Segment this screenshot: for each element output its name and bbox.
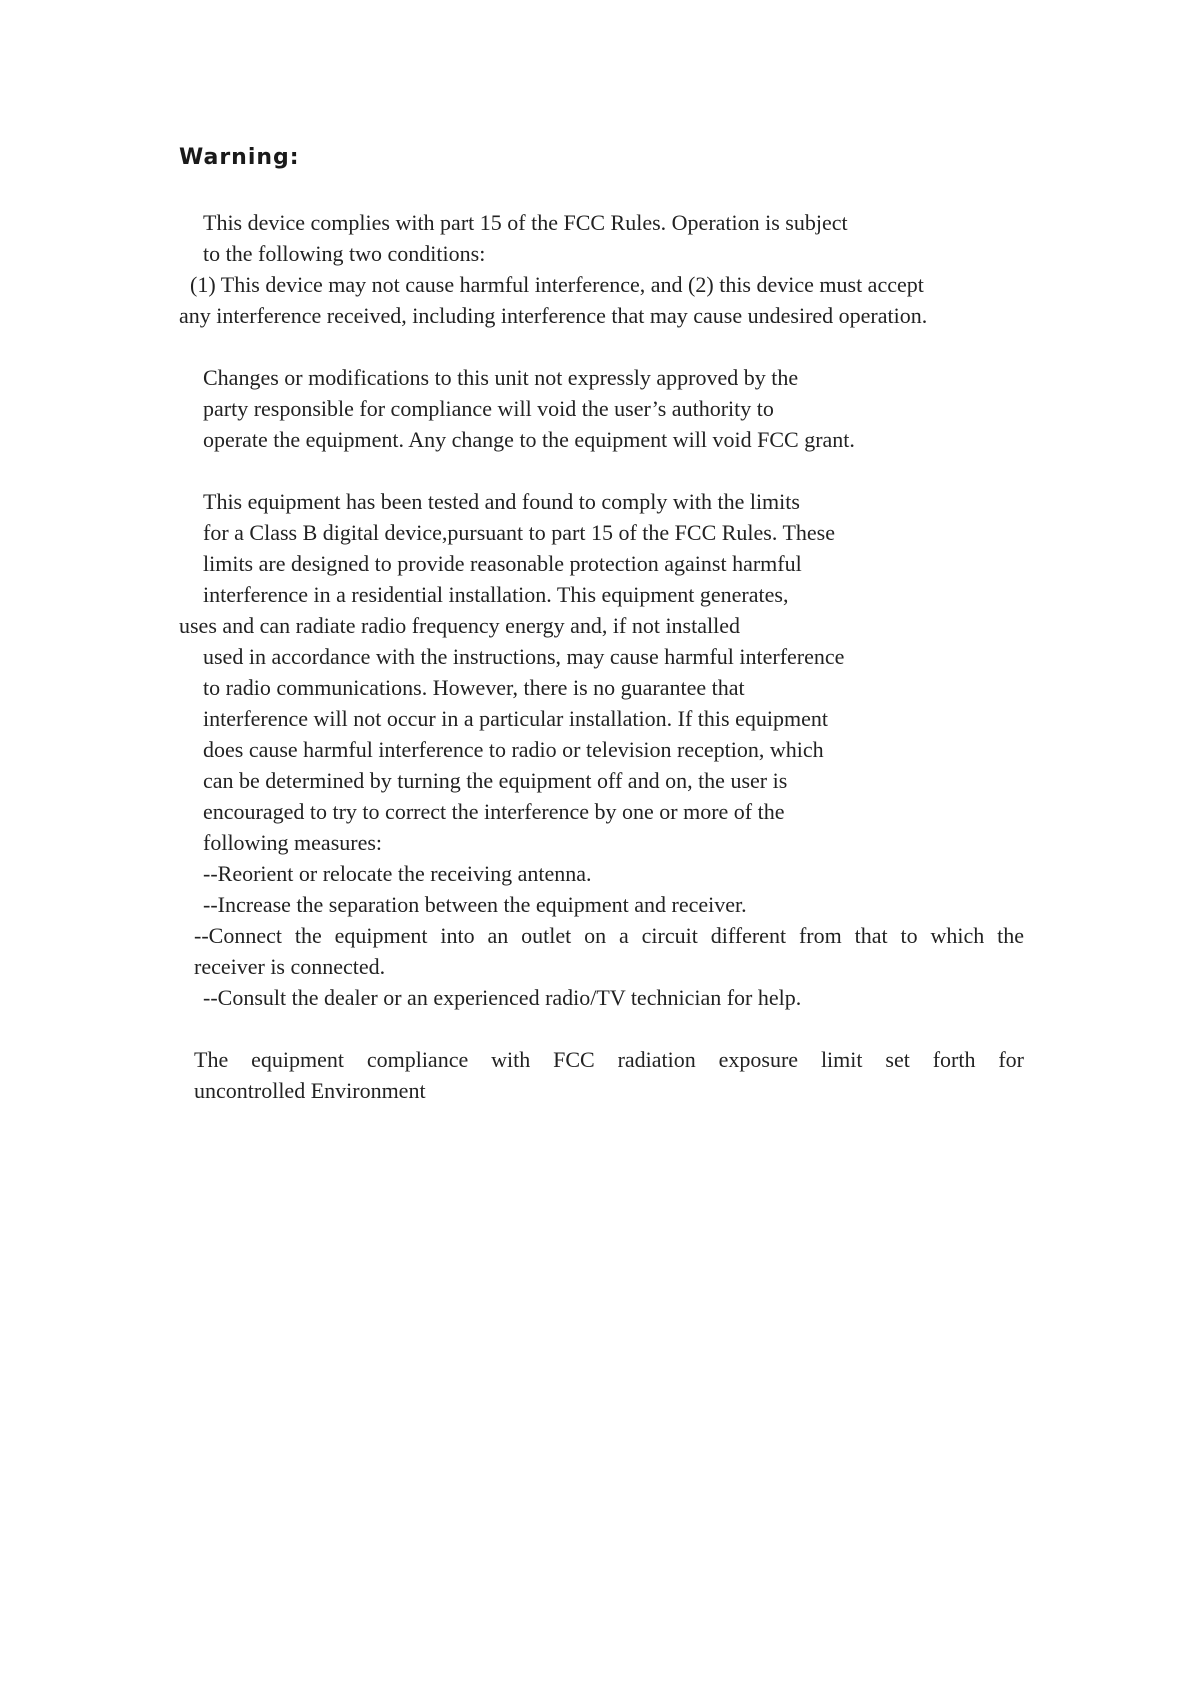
class-b-line: This equipment has been tested and found to comply with the limits — [203, 489, 800, 514]
class-b-line: for a Class B digital device,pursuant to part 15 of the FCC Rules. These — [203, 520, 835, 545]
measure-item: --Consult the dealer or an experienced radio/TV technician for help. — [203, 985, 802, 1010]
class-b-line: encouraged to try to correct the interference by one or more of the — [203, 799, 785, 824]
conditions-line: This device complies with part 15 of the FCC Rules. Operation is subject — [203, 210, 848, 235]
changes-line: operate the equipment. Any change to the equipment will void FCC grant. — [203, 427, 855, 452]
warning-heading: Warning: — [179, 145, 300, 170]
conditions-line: (1) This device may not cause harmful interference, and (2) this device must accept — [190, 272, 924, 297]
conditions-line: to the following two conditions: — [203, 241, 486, 266]
class-b-line: following measures: — [203, 830, 383, 855]
class-b-line: interference in a residential installation. This equipment generates, — [203, 582, 789, 607]
radiation-line: uncontrolled Environment — [194, 1078, 426, 1103]
changes-line: party responsible for compliance will void the user’s authority to — [203, 396, 774, 421]
measure-item: receiver is connected. — [194, 954, 386, 979]
measure-item: --Connect the equipment into an outlet on a circuit different from that to which the — [194, 923, 1024, 948]
radiation-line: The equipment compliance with FCC radiation exposure limit set forth for — [194, 1047, 1024, 1072]
measure-item: --Reorient or relocate the receiving antenna. — [203, 861, 592, 886]
class-b-line: can be determined by turning the equipment off and on, the user is — [203, 768, 788, 793]
class-b-line: does cause harmful interference to radio or television reception, which — [203, 737, 824, 762]
changes-line: Changes or modifications to this unit not expressly approved by the — [203, 365, 799, 390]
measure-item: --Increase the separation between the equipment and receiver. — [203, 892, 747, 917]
class-b-line: interference will not occur in a particular installation. If this equipment — [203, 706, 828, 731]
class-b-line: limits are designed to provide reasonable protection against harmful — [203, 551, 802, 576]
class-b-line: to radio communications. However, there is no guarantee that — [203, 675, 745, 700]
class-b-line: uses and can radiate radio frequency energy and, if not installed — [179, 613, 740, 638]
class-b-line: used in accordance with the instructions, may cause harmful interference — [203, 644, 845, 669]
conditions-line: any interference received, including interference that may cause undesired operation. — [179, 303, 928, 328]
